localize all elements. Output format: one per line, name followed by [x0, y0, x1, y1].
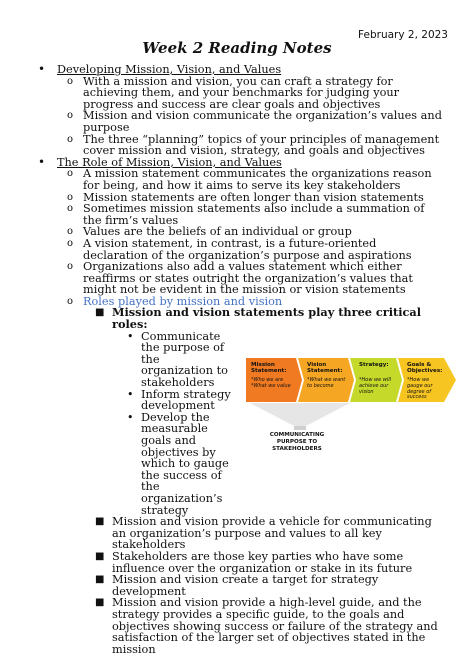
mission-box: Mission Statement: *Who we are *What we value	[251, 362, 291, 389]
bullet-icon: •	[127, 387, 134, 401]
bullet-icon: •	[38, 62, 46, 76]
square-bullet-icon: ■	[95, 516, 105, 528]
figure-caption: COMMUNICATING PURPOSE TO STAKEHOLDERS	[269, 432, 325, 452]
circle-bullet-icon: o	[67, 133, 74, 145]
circle-bullet-icon: o	[67, 261, 74, 273]
list-item: ■ Mission and vision provide a vehicle for communicating an organization’s purpose and values to all key stakeholders	[95, 515, 432, 552]
strategy-box: Strategy: *How we will achieve our vision	[359, 362, 392, 395]
vision-box: Vision Statement: *What we want to become	[307, 362, 346, 389]
circle-bullet-icon: o	[67, 295, 74, 307]
role-item: • Develop the measurable goals and objectives by which to gauge the success of the organization’s strategy	[127, 410, 229, 517]
mission-vision-figure	[246, 356, 458, 466]
bullet-icon: •	[127, 410, 134, 424]
square-bullet-icon: ■	[95, 307, 105, 319]
square-bullet-icon: ■	[95, 550, 105, 562]
section-heading: • The Role of Mission, Vision, and Values	[38, 154, 282, 169]
document-date: February 2, 2023	[358, 29, 448, 41]
list-item: o The three “planning” topics of your principles of management cover mission and vision, strategy, and goals and objectives	[67, 132, 440, 158]
funnel-shape	[250, 403, 350, 426]
section-heading: • Developing Mission, Vision, and Values	[38, 62, 282, 76]
list-item: ■ Mission and vision provide a high-level guide, and the strategy provides a specific guide, to the goals and objectives showing success or failure of the strategy and satisfaction of the larger set of objectives stated in the mission	[95, 596, 438, 656]
list-item: o A vision statement, in contrast, is a future-oriented declaration of the organization’s purpose and aspirations	[67, 236, 412, 262]
square-bullet-icon: ■	[95, 597, 105, 609]
list-item: o A mission statement communicates the organizations reason for being, and how it aims to serve its key stakeholders	[67, 167, 432, 192]
role-item: • Inform strategy development	[127, 387, 231, 413]
document-title: Week 2 Reading Notes	[142, 39, 332, 57]
circle-bullet-icon: o	[67, 237, 74, 249]
circle-bullet-icon: o	[67, 191, 74, 203]
goals-box: Goals & Objectives: *How we gauge our degree of success	[407, 362, 443, 401]
circle-bullet-icon: o	[67, 110, 74, 122]
circle-bullet-icon: o	[67, 226, 74, 238]
list-item: o With a mission and vision, you can craft a strategy for achieving them, and your benchmarks for judging your progress and success are clear goals and objectives	[67, 74, 400, 111]
list-item: o Values are the beliefs of an individual or group	[67, 225, 352, 239]
list-item: o Mission statements are often longer than vision statements	[67, 190, 424, 204]
list-item: o Mission and vision communicate the organization’s values and purpose	[67, 109, 442, 134]
roles-heading: ■ Mission and vision statements play three critical roles:	[95, 305, 422, 332]
roles-link[interactable]: Roles played by mission and vision	[83, 294, 283, 308]
list-item: ■ Stakeholders are those key parties who have some influence over the organization or stake in its future	[95, 549, 413, 575]
square-bullet-icon: ■	[95, 574, 105, 586]
circle-bullet-icon: o	[67, 168, 74, 180]
bullet-icon: •	[38, 154, 46, 169]
circle-bullet-icon: o	[67, 203, 74, 215]
list-item: o Organizations also add a values statement which either reaffirms or states outright the organization’s values that might not be evident in the mission or vision statements	[67, 260, 413, 297]
circle-bullet-icon: o	[67, 75, 74, 87]
role-item: • Communicate the purpose of the organization to stakeholders	[127, 329, 228, 390]
list-item: o Sometimes mission statements also include a summation of the firm’s values	[67, 202, 425, 227]
bullet-icon: •	[127, 329, 134, 343]
list-item: ■ Mission and vision create a target for strategy development	[95, 573, 379, 598]
